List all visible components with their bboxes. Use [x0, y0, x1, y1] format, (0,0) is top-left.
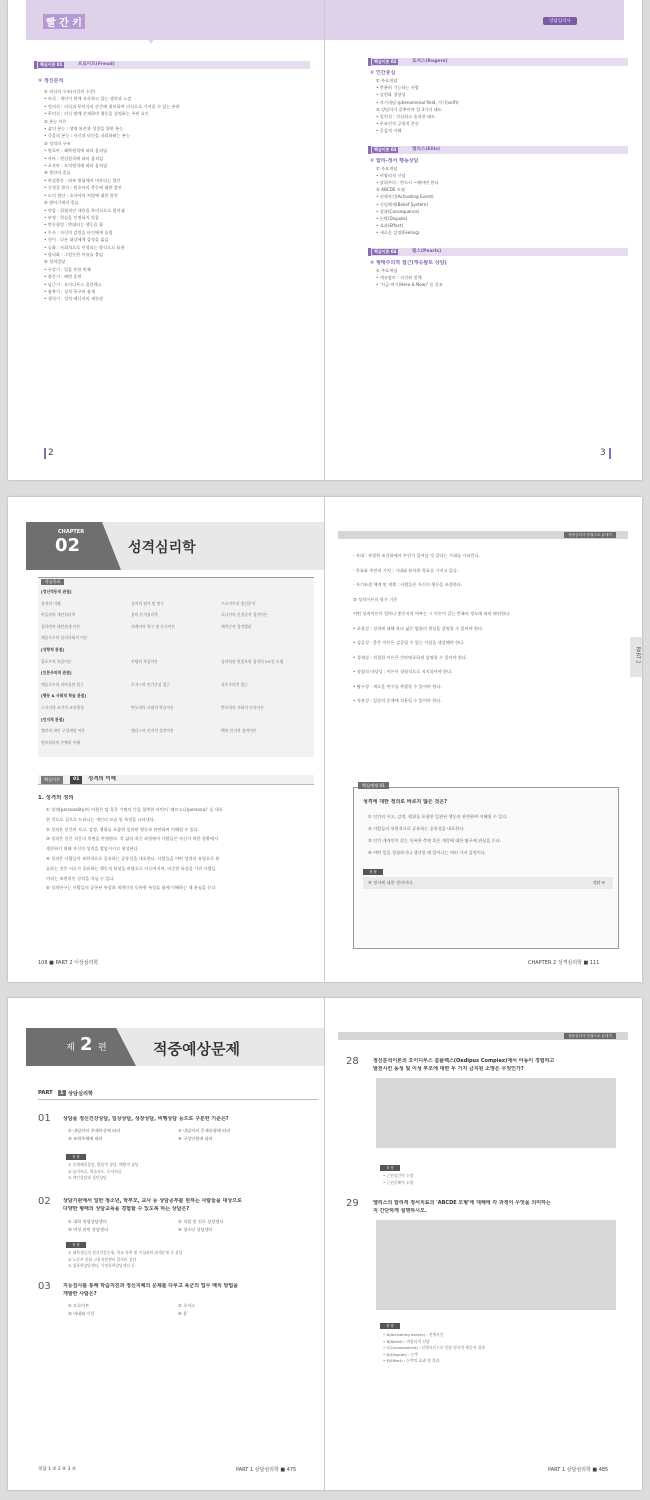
spread1-left-item: • 죽음의 본능 : 자신과 타인을 파괴하려는 본능: [44, 133, 131, 139]
q2-text: 상담기관에서 일반 청소년, 학부모, 교사 등 상담공부를 원하는 사람들을 대상으로: [63, 1198, 242, 1204]
spread1-left-item: • 의식 : 개인이 현재 자각하고 있는 생각과 느낌: [44, 96, 132, 102]
spread1-header: [26, 0, 624, 40]
spread1-right-item: • 공감적 이해: [376, 128, 402, 134]
spread1-right-page-mark: [609, 448, 611, 459]
spread1-left-item: • 합리화 : 그럴듯한 이유를 붙임: [44, 251, 104, 257]
quiz-question: 성격에 대한 정의로 바르지 않은 것은?: [363, 799, 448, 805]
q3-text: 지능검사를 통해 학습지진과 정신지체의 문제를 다루고 육군의 업무 배치 방법을: [63, 1283, 239, 1289]
spread1-left-title: 프로이트(Freud): [78, 62, 115, 67]
spread1-right-section-bar: [368, 58, 628, 66]
goal-cell: 반두라의 사회적 인지이론: [221, 705, 264, 710]
q28-explanation-line: • 근친살해적 소망: [383, 1179, 414, 1185]
spread1-left-item: ④ 불안의 종류: [44, 170, 71, 176]
spread2-right-item: - 목표와 주관적 가치 : 기대와 유사한 목표를 가지고 있다.: [353, 567, 459, 573]
goal-cell: 매슬로우의 자아실현 접근: [41, 681, 84, 687]
quiz-option: ③ 인간 개개인이 갖는 독특한 측면 혹은 개성에 대한 탐구에 관심을 둔다.: [368, 838, 501, 843]
spread1-right-item: • 결과(Consequence): [376, 208, 420, 214]
q1-text: 상담을 정신건강상담, 일상상담, 성장상담, 비행상담 등으로 구분한 기준은?: [63, 1116, 229, 1122]
q1-explanation-line: ③ 개인상담과 집단상담: [68, 1175, 107, 1180]
quiz-options: [368, 811, 613, 859]
part-section-line: [38, 1099, 318, 1100]
part-number: 2: [80, 1034, 93, 1055]
q2-text-2: 다양한 형태의 상담교육을 경험할 수 있도록 하는 상담은?: [63, 1206, 190, 1212]
spread1-header-logo: 빨 간 키: [43, 14, 85, 29]
spread3-right-header-text: 상담심리사 한권으로 끝내기: [564, 1033, 616, 1039]
quiz-tag: 핵심예제 01: [358, 782, 389, 789]
spread1-left-item: • 초자아 : 도덕원칙에 따라 움직임: [44, 163, 108, 169]
spread1-left-item: ① 의식의 구조(지각의 수준): [44, 89, 96, 94]
spread2-right-item: - 자기조절 체계 및 계획 : 사람들은 자신의 행동을 조절한다.: [353, 582, 463, 587]
spread1-right-section-tag: 핵심이론 04: [374, 248, 397, 254]
spread2-right-item: 어떤 성격이론이 얼마나 좋은지의 여부는 그 이론이 갖는 충족의 정도에 따라 판단한다.: [353, 611, 511, 616]
side-tab-label: PART 2: [634, 646, 641, 664]
q28-answer-label: 정 답: [380, 1165, 400, 1171]
q1-explanation-line: ② 놀이치료, 학습지도, 독서치료: [68, 1168, 122, 1174]
q3-text-2: 개발한 사람은?: [63, 1291, 97, 1297]
goal-cell: 스키너의 조작적 조건형성: [41, 705, 84, 710]
goal-cell: [인본주의적 관점]: [41, 670, 72, 676]
goal-cell: 호나이의 신경증적 성격이론: [221, 612, 268, 618]
goal-cell: 올포트의 특질이론: [41, 658, 72, 664]
spread1-right-item: • 당위주의 : 반드시 ~해야만 한다: [376, 180, 439, 185]
question-option: ① 대학 학생상담센터: [68, 1219, 107, 1224]
q1-number: 01: [38, 1113, 51, 1124]
part-section-number: 1: [60, 1090, 64, 1096]
spread1-left-item: • 신경증 불안 : 원초아의 충동에 대한 불안: [44, 185, 122, 191]
spread1-left-bar: [34, 61, 310, 69]
spread1-right-page-num: 3: [600, 448, 606, 458]
spread1-left-item: • 부정 : 현실을 인정하지 않음: [44, 214, 100, 220]
spread2-right-item: • 적용성 : 일상의 문제에 적용될 수 있어야 한다.: [353, 698, 442, 703]
spread1-right-item: • 게슈탈트 : 지각된 전체: [376, 274, 422, 280]
question-option: ③ 조력주체에 따라: [68, 1136, 103, 1141]
q28-answer-area: [376, 1078, 616, 1148]
part-prefix: 제: [66, 1043, 75, 1053]
q29-number: 29: [346, 1198, 359, 1209]
quiz-option: ① 인간의 사고, 감정, 행위를 포함한 일관된 행동과 관련하여 이해될 수 있다.: [368, 814, 508, 819]
quiz-option: ② 사람들이 보편적으로 공유하는 공통성을 내포한다.: [368, 826, 465, 831]
goals-tag: 학습목표: [41, 579, 64, 585]
definition-item: 류하는 것은 서로가 공유하는 행동적 특성을 바탕으로 이루어지며, 비슷한 특성을 가진 사람들: [46, 865, 216, 871]
spread1-left-item: • 승화 : 사회적으로 인정되는 방식으로 표현: [44, 244, 125, 250]
spread3-fold: [324, 998, 325, 1490]
question-option: ④ 구성인원에 따라: [178, 1136, 213, 1141]
definition-item: ① 성격(personality)의 어원은 탈 혹은 가면의 뜻을 함축한 라틴어 '페르소나(persona)' 를 내포: [46, 807, 223, 812]
q1-answer-label: 정 답: [66, 1154, 86, 1160]
q2-explanation-line: ① 대학생들의 정신건강문제, 학교 폭력 및 이성과의 관계문제 등 상담: [68, 1250, 183, 1255]
spread1-left-tag: 핵심이론 01: [40, 62, 63, 67]
spread1-right-item: ① 주요개념: [376, 165, 398, 171]
spread2-right-item: • 경험적 타당성 : 이론이 경험적으로 지지되어야 한다.: [353, 669, 453, 674]
q29-explanation-line: • A(Activating events) : 선행사건: [383, 1332, 444, 1337]
spread2-right-list: [353, 549, 623, 709]
quiz-option: ④ 어떤 일을 경험하거나 생각할 때 일어나는 여러 가지 감정이다.: [368, 850, 487, 855]
q29-explanation: [383, 1332, 613, 1365]
q3-number: 03: [38, 1281, 51, 1292]
definition-item: 한 것으로 겉으로 드러나는 개인의 모습 및 특성을 나타낸다.: [46, 816, 156, 822]
part-section-title: 상담심리학: [68, 1091, 94, 1097]
q1-explanation: [68, 1162, 318, 1182]
definition-item: 생존하기 위해 자신의 성격을 발달시키고 형성한다.: [46, 846, 139, 852]
spread1-right-item: • 비합리적 신념: [376, 172, 406, 178]
spread2-right-item: - 자대 : 특별한 조건하에서 무언가 일어날 것 같다는 기대를 가리킨다.: [353, 553, 480, 558]
spread1-right-item: • 신념체계(Belief System): [376, 201, 429, 207]
spread1-right-item: ② 상담자가 갖추어야 할 3가지 태도: [376, 106, 442, 112]
q1-explanation-line: ① 문제해결상담, 발달적 상담, 예방적 상담: [68, 1162, 139, 1167]
spread1-right-item: • 논박(Dispute): [376, 216, 408, 221]
question-option: ② 직업 및 진로 상담센터: [178, 1219, 224, 1224]
core-title: 성격의 이해: [88, 776, 116, 782]
goal-cell: 설리반의 대인관계 이론: [41, 623, 81, 629]
spread1-left-item: • 투사 : 자신의 감정을 타인에게 돌림: [44, 229, 113, 235]
definition-item: 끼리는 보편적인 성격을 지닐 수 있다.: [46, 875, 115, 881]
chapter-title: 성격심리학: [128, 540, 196, 556]
spread3-left-footer-page: PART 1 상담심리학 ■ 475: [236, 1467, 297, 1473]
spread1-left-page-mark: [44, 448, 46, 459]
spread1-left-item: • 원초아 : 쾌락원칙에 따라 움직임: [44, 148, 108, 154]
spread1-right-item: • 무조건적 긍정적 존중: [376, 121, 419, 127]
goal-cell: 융의 분석심리학: [131, 612, 158, 618]
spread1-left-item: • 전의식 : 의식과 무의식의 중간에 위치하여 의식으로 가져올 수 있는 부분: [44, 103, 180, 109]
spread1-left-item: • 구강기 : 입을 통한 만족: [44, 266, 91, 272]
goal-cell: 매슬로우의 심리사회적 이론: [41, 635, 88, 641]
spread-2: [8, 497, 642, 982]
chapter-number: 02: [55, 535, 81, 556]
spread1-header-badge: 상담심리사: [543, 17, 577, 25]
spread1-right-item: • 일치성 : 진실하고 솔직한 태도: [376, 114, 436, 119]
goal-cell: 로저스의 인간중심 접근: [131, 681, 171, 687]
goal-cell: 성격의 이해: [41, 600, 61, 606]
spread1-left-item: ③ 성격의 구조: [44, 140, 71, 146]
spread1-fold: [324, 0, 325, 480]
spread1-left-item: • 잠복기 : 성적 욕구의 잠재: [44, 288, 95, 294]
q28-explanation-line: • 근친상간적 소망: [383, 1173, 414, 1178]
spread2-right-item: • 경제성 : 적절한 이론은 간단명료하게 설명할 수 있어야 한다.: [353, 654, 468, 660]
part-title: 적중예상문제: [153, 1040, 240, 1058]
goal-cell: 정보처리의 주체의 이해: [41, 739, 81, 745]
part-section-label: PART: [38, 1090, 53, 1096]
spread1-left-page-num: 2: [48, 448, 54, 458]
spread2-right-header-text: 상담심리사 한권으로 끝내기: [564, 532, 616, 538]
q2-explanation-line: ③ 성폭력상담센터, 가정폭력상담센터 등: [68, 1263, 135, 1268]
q28-text-2: 발전시킨 동성 및 이성 부모에 대한 두 가지 금지된 소망은 무엇인가?: [373, 1066, 524, 1072]
spread1-left-item: • 자아 : 현실원칙에 따라 움직임: [44, 155, 104, 161]
goal-cell: [정신역동적 관점]: [41, 589, 72, 594]
q2-answer-label: 정 답: [66, 1242, 86, 1248]
goal-cell: [인지적 관점]: [41, 716, 65, 722]
question-option: ① 내담자의 주제특성에 따라: [68, 1128, 121, 1133]
part-suffix: 편: [98, 1043, 107, 1053]
spread1-left-item: • 도덕 불안 : 초자아의 처벌에 대한 불안: [44, 192, 118, 198]
spread1-right-section-bar: [368, 146, 628, 154]
definition-list: [46, 805, 314, 893]
spread1-right-item: • '지금-여기(Here & Now)' 를 강조: [376, 282, 443, 287]
goal-cell: 벡의 인지적 성격이론: [221, 728, 257, 734]
spread1-right-item: • 실현화 경향성: [376, 92, 406, 98]
question-option: ④ 융: [178, 1311, 188, 1316]
spread1-right-section-heading: ① 합리-정서 행동상담: [370, 157, 419, 164]
spread1-right-section-title: 로저스(Rogers): [412, 59, 448, 64]
core-num: 01: [70, 776, 82, 784]
question-option: ③ 비네와 시몽: [68, 1311, 95, 1316]
q28-explanation: [383, 1173, 613, 1186]
spread1-left-item: • 항문기 : 배변 훈련: [44, 274, 82, 280]
goal-cell: 카텔의 특질이론: [131, 658, 158, 664]
q29-explanation-line: • C(Consequence) : 선행사건으로 인한 정서적·행동적 결과: [383, 1345, 485, 1350]
goal-cell: 머레이의 욕구 및 동기이론: [131, 623, 175, 629]
spread1-left-list: [44, 88, 306, 303]
goal-cell: 켈리의 개인 구성개념 이론: [41, 728, 85, 734]
spread1-left-item: • 생식기 : 성적 에너지의 재등장: [44, 296, 104, 302]
spread1-left-item: • 억압 : 위협적인 내용을 무의식으로 밀어냄: [44, 207, 125, 213]
goal-cell: 실존주의적 접근: [221, 681, 248, 687]
spread1-left-heading: ① 정신분석: [38, 78, 64, 84]
spread1-right-section-tag: 핵심이론 02: [374, 59, 397, 64]
question-option: ① 프로이트: [68, 1303, 90, 1308]
spread1-left-item: ⑤ 방어기제의 종류: [44, 200, 79, 206]
goal-cell: 성격차원 연결모형 성격의 5요인 모델: [221, 658, 284, 664]
spread1-left-item: ② 본능 이론: [44, 118, 67, 124]
question-option: ② 내담자의 문제유형에 따라: [178, 1128, 231, 1133]
spread-1: [8, 0, 642, 480]
spread1-right-section-title: 엘리스(Ellis): [412, 146, 441, 152]
spread2-fold: [324, 497, 325, 982]
goal-cell: 반두라의 사회적 학습이론: [131, 705, 174, 710]
spread1-left-item: • 전이 : 다른 대상에게 감정을 옮김: [44, 237, 109, 243]
goal-cell: 아들러의 개인심리학: [41, 612, 76, 618]
quiz-answer-label: 정 답: [363, 869, 383, 875]
spread2-right-footer: CHAPTER 2 성격심리학 ■ 111: [528, 960, 600, 966]
question-option: ② 로저스: [178, 1303, 196, 1308]
q29-explanation-line: • B(Belief) : 비합리적 신념: [383, 1338, 430, 1344]
spread2-left-footer: 108 ■ PART 2 이상심리학: [38, 960, 99, 966]
spread2-right-item: • 포괄성 : 성격에 대해 보다 넓은 범위의 현상을 설명할 수 있어야 한다.: [353, 625, 484, 631]
spread1-left-item: • 현실불안 : 외부 위험에서 비롯되는 불안: [44, 177, 121, 183]
goal-cell: [행동 & 사회적 학습 관점]: [41, 693, 87, 699]
spread1-right-item: • 충분히 기능하는 사람: [376, 85, 419, 91]
goal-cell: [성향적 관점]: [41, 647, 65, 652]
spread1-right-item: • 선행사건(Activating Event): [376, 194, 434, 200]
goal-cell: 프로이트의 정신분석: [221, 600, 256, 606]
q29-explanation-line: • D(Dispute) : 논박: [383, 1351, 418, 1357]
goal-cell: 에릭슨의 성격발달: [221, 623, 252, 629]
q2-explanation-line: ② 노동부 산하 고용지원센터 일자리 상담: [68, 1256, 137, 1262]
spread3-right-footer-page: PART 1 상담심리학 ■ 485: [548, 1467, 609, 1473]
q28-text: 정신분석이론의 오이디푸스 콤플렉스(Oedipus Complex)에서 아동이 경험하고: [373, 1058, 555, 1064]
spread1-right-item: • 자기개념 (phenomenal field, 자기(self)): [376, 99, 459, 105]
q29-explanation-line: • E(Effect) : 논박의 효과 및 결과: [383, 1358, 440, 1363]
quiz-answer-box: 정답 ④: [593, 880, 605, 885]
spread1-right-section-tag: 핵심이론 03: [374, 146, 397, 152]
spread1-left-item: • 무의식 : 의식 밖에 존재하며 행동을 결정하는 주된 요인: [44, 111, 149, 117]
spread1-left-item: • 남근기 : 오이디푸스 콤플렉스: [44, 281, 102, 287]
core-tag: 핵심이론: [41, 776, 63, 784]
spread1-right-item: ② ABCDE 모형: [376, 187, 405, 193]
definition-item: ④ 성격은 사람들이 보편적으로 공유하는 공통성을 내포한다. 사람들을 어떤 성격의 유형으로 분: [46, 855, 220, 861]
spread1-left-item: • 반동형성 : 반대되는 행동을 함: [44, 222, 104, 228]
spread1-left-item: ⑥ 성격발달: [44, 259, 66, 265]
definition-heading: 1. 성격의 정의: [38, 795, 74, 801]
spread1-right-item: • 효과(Effect): [376, 223, 404, 229]
spread1-left-item: • 삶의 본능 : 생명 보존과 성장을 위한 본능: [44, 126, 124, 132]
q29-text: 엘리스의 합리적 정서치료의 'ABCDE 모형'에 대해에 각 과정이 무엇을 의미하는: [373, 1200, 551, 1206]
q2-explanation: [68, 1250, 318, 1270]
spread-3: [8, 998, 642, 1490]
spread1-right-section-heading: ① 형태주의적 접근(게슈탈트 상담): [370, 259, 447, 266]
definition-item: ③ 성격은 인간 적응의 측면을 반영한다. 각 삶의 적응 과정에서 사람들은 자신이 처한 상황에서: [46, 836, 219, 842]
q2-number: 02: [38, 1196, 51, 1207]
spread2-right-item: ③ 성격이론의 평가 기준: [353, 596, 398, 602]
definition-item: ⑤ 성격연구는 사람들의 공통된 특성과 개개인의 독특한 특성을 함께 이해하는 데 관심을 둔다.: [46, 885, 217, 891]
definition-item: ② 성격은 인간의 사고, 감정, 행위를 포함한 일관된 행동과 관련하여 이해될 수 있다.: [46, 826, 200, 832]
spread3-left-footer-answers: 정답 1 ② 2 ④ 3 ③: [38, 1467, 76, 1472]
chapter-label: CHAPTER: [58, 529, 85, 535]
question-option: ④ 청소년 상담센터: [178, 1227, 213, 1232]
q29-answer-label: 정 답: [380, 1323, 400, 1329]
quiz-explanation: ④ 정서에 대한 정의이다.: [368, 880, 414, 885]
goal-cell: 엘리스의 인지적 성격이론: [131, 728, 174, 734]
spread1-right-item: • 새로운 감정(Feeling): [376, 230, 420, 236]
spread1-notch: [143, 32, 159, 44]
spread1-right-item: ① 주요개념: [376, 267, 398, 273]
spread1-right-item: ① 주요개념: [376, 78, 398, 83]
goal-cell: 성격의 평가 및 연구: [131, 600, 164, 606]
spread2-right-item: • 탐구성 : 새로운 연구를 촉발할 수 있어야 한다.: [353, 683, 442, 689]
q29-text-2: 지 간단하게 설명하시오.: [373, 1208, 427, 1214]
spread1-right-section-bar: [368, 248, 628, 256]
q29-answer-area: [376, 1220, 616, 1310]
spread1-right-section-title: 펄스(Pearls): [412, 248, 442, 254]
question-option: ③ 여성 관련 상담센터: [68, 1227, 109, 1232]
spread1-right-section-heading: ① 인간중심: [370, 70, 396, 76]
spread2-right-item: • 검증성 : 좋은 이론은 검증될 수 있는 가설을 생성해야 한다.: [353, 640, 465, 645]
q28-number: 28: [346, 1056, 359, 1067]
